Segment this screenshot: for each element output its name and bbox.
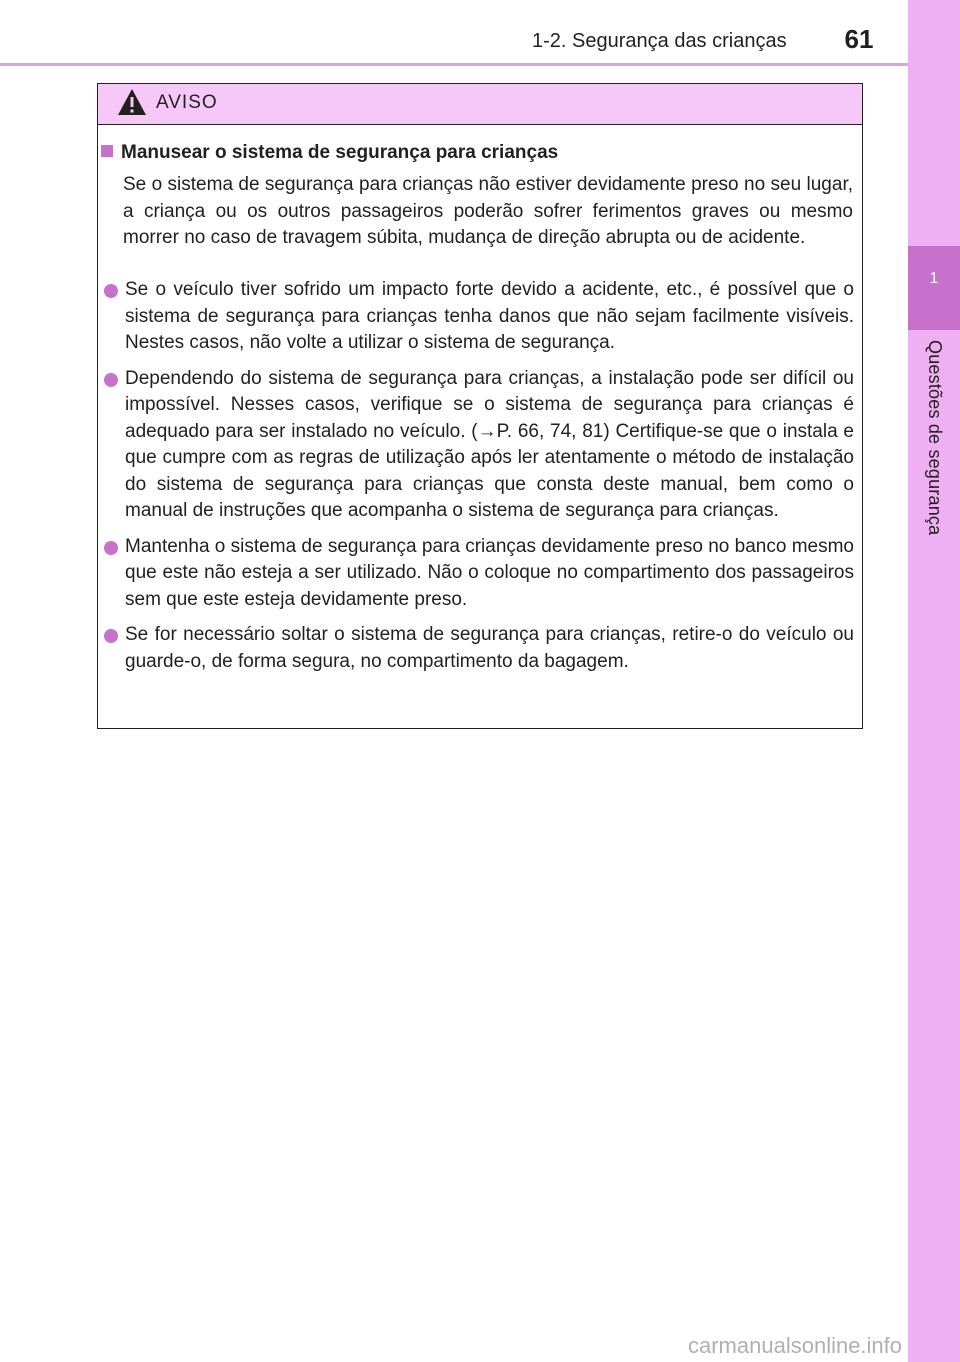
circle-bullet-icon — [104, 629, 118, 643]
list-item-text: Se o veículo tiver sofrido um impacto forte devido a acidente, etc., é possível que o sistema de segurança para crianças tenha danos que não sejam facilmente visíveis. Nestes casos, não volte a utilizar o sistema de segurança. — [125, 279, 854, 353]
list-item-text: Mantenha o sistema de segurança para crianças devidamente preso no banco mesmo que este não esteja a ser utilizado. Não o coloque no compartimento dos passageiros sem que este esteja devidamente preso. — [125, 535, 854, 610]
page-number: 61 — [844, 24, 874, 54]
chapter-title: Questões de segurança — [925, 340, 945, 536]
circle-bullet-icon — [104, 373, 118, 387]
square-bullet-icon — [101, 145, 113, 157]
list-item — [102, 534, 854, 614]
section-title: 1-2. Segurança das crianças — [532, 30, 787, 52]
circle-bullet-icon — [104, 541, 118, 555]
list-item — [102, 366, 854, 525]
warning-label: AVISO — [156, 92, 218, 113]
circle-bullet-icon — [104, 284, 118, 298]
list-item — [102, 622, 854, 675]
warning-box — [97, 83, 863, 729]
header-divider — [0, 63, 908, 66]
list-item — [102, 277, 854, 357]
section-heading-text: Manusear o sistema de segurança para crianças — [121, 142, 559, 163]
warning-header — [98, 84, 862, 125]
chapter-number-box — [908, 246, 960, 330]
chapter-number: 1 — [929, 270, 939, 287]
bullet-list — [102, 277, 854, 684]
list-item-text: Se for necessário soltar o sistema de segurança para crianças, retire-o do veículo ou guarde-o, de forma segura, no compartimento da bagagem. — [125, 624, 854, 672]
warning-triangle-icon — [116, 87, 148, 117]
intro-paragraph: Se o sistema de segurança para crianças não estiver devidamente preso no seu lugar, a criança ou os outros passageiros poderão sofrer ferimentos graves ou mesmo morrer no caso de travagem súbita, mudança de direção abrupta ou de acidente. — [123, 174, 853, 248]
section-heading — [101, 142, 558, 164]
side-tab-strip — [908, 0, 960, 1362]
list-item-text: Dependendo do sistema de segurança para crianças, a instalação pode ser difícil ou impossível. Nesses casos, verifique se o sistema de segurança para crianças é adequado para ser instalado no veículo. (→P. 66, 74, 81) Certifique-se que o instala e que cumpre com as regras de utilização após ler atentamente o método de instalação do sistema de segurança para crianças que consta deste manual, bem como o manual de instruções que acompanha o sistema de segurança para crianças. — [125, 367, 854, 521]
watermark: carmanualsonline.info — [688, 1333, 903, 1358]
